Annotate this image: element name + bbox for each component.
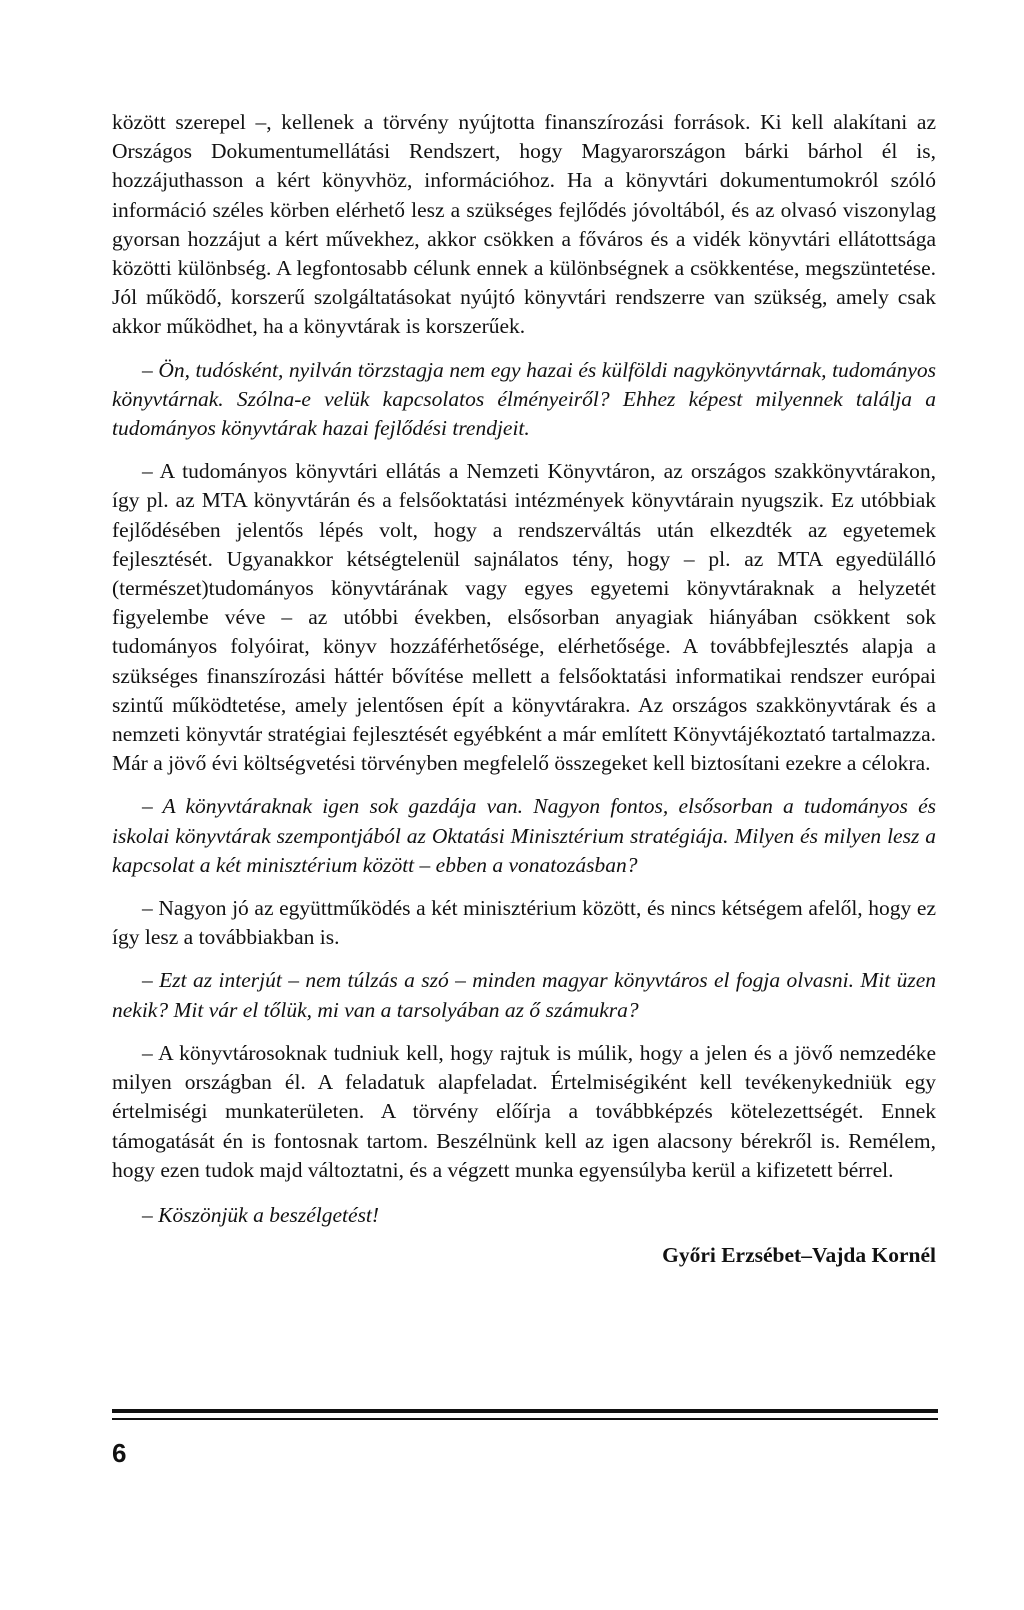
interview-answer: – A tudományos könyvtári ellátás a Nemzeti Könyvtáron, az országos szakkönyvtárakon, így pl. az MTA könyvtárán és a felsőoktatási intézmények könyvtárain nyugszik. Ez utóbbiak fejlődésében jelentős lépés volt, hogy a rendszerváltás után elkezdték az egyetemek fejlesztését. Ugyanakkor kétségtelenül sajnálatos tény, hogy – pl. az MTA egyedülálló (természet)tudományos könyvtárának vagy egyes egyetemi könyvtáraknak a helyzetét figyelembe véve – az utóbbi években, elsősorban anyagiak hiányában csökkent sok tudományos folyóirat, könyv hozzáférhetősége, elérhetősége. A továbbfejlesztés alapja a szükséges finanszírozási háttér bővítése mellett a felsőoktatási informatikai rendszer európai szintű működtetése, amely jelentősen épít a könyvtárakra. Az országos szakkönyvtárak és a nemzeti könyvtár stratégiai fejlesztését egyébként a már említett Könyvtájékoztató tartalmazza. Már a jövő évi költségvetési törvényben megfelelő összegeket kell biztosítani ezekre a célokra. bbox=[112, 459, 936, 776]
interview-question: – Ezt az interjút – nem túlzás a szó – minden magyar könyvtáros el fogja olvasni. Mit üzen nekik? Mit vár el tőlük, mi van a tarsolyában az ő számukra? bbox=[112, 968, 936, 1022]
closing-remark: – Köszönjük a beszélgetést! bbox=[142, 1202, 380, 1227]
page-number: 6 bbox=[112, 1438, 127, 1468]
interview-answer: – Nagyon jó az együttműködés a két minisztérium között, és nincs kétségem afelől, hogy ez így lesz a továbbiakban is. bbox=[112, 896, 936, 950]
paragraph-intro: között szerepel –, kellenek a törvény nyújtotta finanszírozási források. Ki kell alakítani az Országos Dokumentumellátási Rendszert, hogy Magyarországon bárki bárhol él is, hozzájuthasson a kért könyvhöz, információhoz. Ha a könyvtári dokumentumokról szóló információ széles körben elérhető lesz a szükséges fejlődés jóvoltából, és az olvasó viszonylag gyorsan hozzájut a kért művekhez, akkor csökken a főváros és a vidék könyvtári ellátottsága közötti különbség. A legfontosabb célunk ennek a különbségnek a csökkentése, megszüntetése. Jól működő, korszerű szolgáltatásokat nyújtó könyvtári rendszerre van szükség, amely csak akkor működhet, ha a könyvtárak is korszerűek. bbox=[112, 110, 936, 339]
interview-question: – Ön, tudósként, nyilván törzstagja nem egy hazai és külföldi nagykönyvtárnak, tudományos könyvtárnak. Szólna-e velük kapcsolatos élményeiről? Ehhez képest milyennek találja a tudományos könyvtárak hazai fejlődési trendjeit. bbox=[112, 357, 936, 441]
interview-answer: – A könyvtárosoknak tudniuk kell, hogy rajtuk is múlik, hogy a jelen és a jövő nemzedéke milyen országban él. A feladatuk alapfeladat. Értelmiségiként kell tevékenykedniük egy értelmiségi munkaterületen. A törvény előírja a továbbképzés kötelezettségét. Ennek támogatását én is fontosnak tartom. Beszélnünk kell az igen alacsony bérekről is. Remélem, hogy ezen tudok majd változtatni, és a végzett munka egyensúlyba kerül a kifizetett bérrel. bbox=[112, 1040, 936, 1182]
interview-question: – A könyvtáraknak igen sok gazdája van. Nagyon fontos, elsősorban a tudományos és iskolai könyvtárak szempontjából az Oktatási Minisztérium stratégiája. Milyen és milyen lesz a kapcsolat a két minisztérium között – ebben a vonatozásban? bbox=[112, 794, 936, 877]
author-signature: Győri Erzsébet–Vajda Kornél bbox=[662, 1243, 936, 1268]
footer-rule-thin bbox=[112, 1418, 938, 1420]
footer-rule-thick bbox=[112, 1409, 938, 1413]
article-body bbox=[112, 108, 936, 1270]
